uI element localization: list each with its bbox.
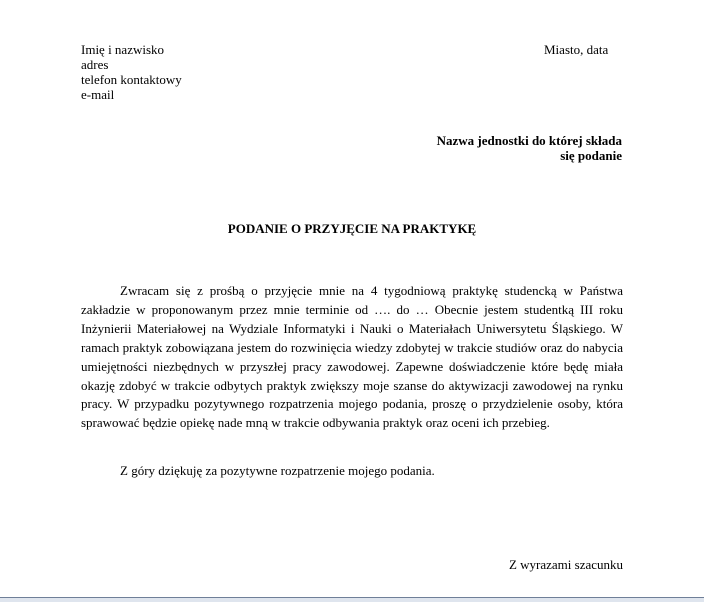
recipient-line-2: się podanie: [560, 148, 622, 163]
sender-phone: telefon kontaktowy: [81, 72, 182, 87]
recipient-block: [437, 133, 622, 163]
sender-block: [81, 42, 182, 102]
sender-address: adres: [81, 57, 109, 72]
page-edge: [0, 598, 704, 602]
sender-email: e-mail: [81, 87, 115, 102]
thanks-paragraph: Z góry dziękuję za pozytywne rozpatrzenie mojego podania.: [120, 463, 435, 478]
place-date: Miasto, data: [544, 42, 609, 57]
document-title: PODANIE O PRZYJĘCIE NA PRAKTYKĘ: [227, 221, 477, 236]
closing-phrase: Z wyrazami szacunku: [508, 557, 623, 572]
sender-name: Imię i nazwisko: [81, 42, 165, 57]
body-paragraph: Zwracam się z prośbą o przyjęcie mnie na 4 tygodniową praktykę studencką w Państwa zakładzie w proponowanym przez mnie terminie od …. do … Obecnie jestem studentką III roku Inżynierii Materiałowej na Wydziale Informatyki i Nauki o Materiałach Uniwersytetu Śląskiego. W ramach praktyk zobowiązana jestem do rozwinięcia wiedzy zdobytej w trakcie studiów oraz do nabycia umiejętności niezbędnych w przyszłej pracy zawodowej. Zapewne doświadczenie które będę miała okazję zdobyć w trakcie odbytych praktyk zwiększy moje szanse do aktywizacji zawodowej na rynku pracy. W przypadku pozytywnego rozpatrzenia mojego podania, proszę o przydzielenie osoby, która sprawować będzie opiekę nade mną w trakcie odbywania praktyk oraz oceni ich przebieg.: [81, 283, 623, 431]
recipient-line-1: Nazwa jednostki do której składa: [436, 133, 622, 148]
